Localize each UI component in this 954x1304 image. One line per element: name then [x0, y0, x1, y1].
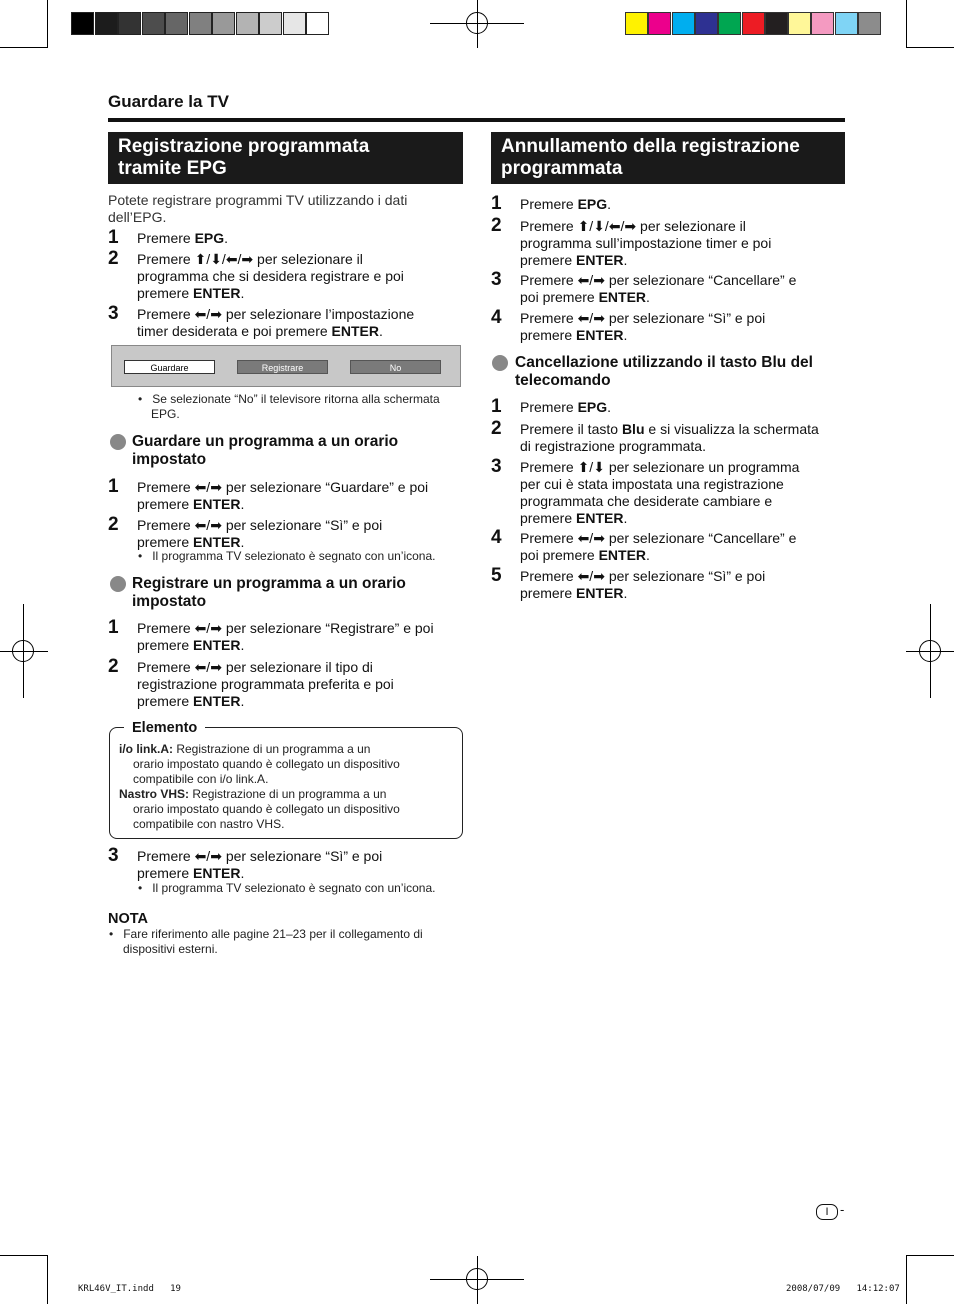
step-line: Premere ⬅/➡ per selezionare “Cancellare” e — [520, 272, 797, 288]
sub-heading — [132, 433, 398, 469]
step-number: 2 — [491, 418, 502, 439]
element-line: Nastro VHS: Registrazione di un programma a un — [119, 787, 387, 801]
step-number: 3 — [491, 456, 502, 477]
color-swatch — [788, 12, 811, 35]
step-line: Premere ⬅/➡ per selezionare “Cancellare” e — [520, 530, 797, 546]
step-text — [520, 530, 796, 564]
gray-swatch — [71, 12, 94, 35]
step-text — [137, 848, 382, 882]
step-text — [520, 218, 771, 269]
step-line: premere ENTER. — [137, 865, 245, 881]
gray-swatch — [142, 12, 165, 35]
step-line: Premere ⬅/➡ per selezionare “Guardare” e poi — [137, 479, 429, 495]
step-line: programmata che desiderate cambiare e — [520, 493, 773, 509]
step-line: premere ENTER. — [520, 252, 628, 268]
color-swatch — [742, 12, 765, 35]
step-number: 2 — [491, 215, 502, 236]
gray-swatch — [165, 12, 188, 35]
step-line: per cui è stata impostata una registrazione — [520, 476, 784, 492]
screen-note — [138, 392, 440, 422]
step-text — [520, 568, 765, 602]
gray-swatch — [189, 12, 212, 35]
step-line: Premere EPG. — [520, 196, 612, 212]
color-swatch — [835, 12, 858, 35]
step-number: 4 — [491, 527, 502, 548]
gray-swatch — [259, 12, 282, 35]
step-line: registrazione programmata preferita e poi — [137, 676, 394, 692]
registration-circle — [12, 640, 34, 662]
step-line: Premere ⬅/➡ per selezionare il tipo di — [137, 659, 373, 675]
screen-mockup — [111, 345, 461, 387]
sub-heading-line: Guardare un programma a un orario — [132, 433, 399, 450]
step-text — [137, 479, 428, 513]
crop-mark — [47, 1256, 48, 1304]
page-language-marker: I — [816, 1204, 838, 1220]
step-line: timer desiderata e poi premere ENTER. — [137, 323, 383, 339]
step-number: 1 — [491, 193, 502, 214]
step-number: 2 — [108, 248, 119, 269]
step-line: premere ENTER. — [137, 693, 245, 709]
left-header-line: tramite EPG — [118, 158, 227, 179]
step-line: premere ENTER. — [520, 585, 628, 601]
color-swatch — [811, 12, 834, 35]
sub-heading-line: impostato — [132, 593, 207, 610]
step-line: Premere ⬅/➡ per selezionare “Registrare” e poi — [137, 620, 434, 636]
sub-heading-line: impostato — [132, 451, 207, 468]
step-line: programma che si desidera registrare e poi — [137, 268, 404, 284]
color-swatch — [648, 12, 671, 35]
step-text — [520, 459, 799, 527]
step-number: 1 — [108, 617, 119, 638]
step-text — [137, 230, 228, 247]
registration-circle — [919, 640, 941, 662]
step3b-note: • Il programma TV selezionato è segnato con un’icona. — [138, 881, 436, 895]
step-line: Premere ⬆/⬇ per selezionare un programma — [520, 459, 800, 475]
element-line: orario impostato quando è collegato un dispositivo — [133, 802, 400, 816]
intro-text — [108, 192, 407, 226]
section-rule — [108, 118, 845, 122]
step-line: premere ENTER. — [137, 637, 245, 653]
step-line: poi premere ENTER. — [520, 289, 650, 305]
step-number: 5 — [491, 565, 502, 586]
step-number: 1 — [108, 227, 119, 248]
step-line: programma sull’impostazione timer e poi — [520, 235, 772, 251]
crop-mark — [906, 0, 907, 48]
sub-heading-line: Registrare un programma a un orario — [132, 575, 406, 592]
sub-heading-line: Cancellazione utilizzando il tasto Blu del — [515, 354, 813, 371]
crop-mark — [0, 1255, 48, 1256]
registration-circle — [466, 1268, 488, 1290]
bullet-line: dispositivi esterni. — [123, 942, 218, 956]
step-line: premere ENTER. — [520, 510, 628, 526]
step-line: Premere ⬅/➡ per selezionare “Sì” e poi — [137, 517, 383, 533]
page-marker-dash: - — [840, 1202, 845, 1217]
step-text — [137, 620, 434, 654]
registrare-button[interactable]: Registrare — [237, 360, 328, 374]
step-line: Premere EPG. — [137, 230, 229, 246]
gray-swatch — [306, 12, 329, 35]
step-line: premere ENTER. — [137, 496, 245, 512]
bullet-line: • Se selezionate “No” il televisore ritorna alla schermata — [138, 392, 440, 406]
step-number: 4 — [491, 307, 502, 328]
footer-timestamp: 2008/07/09 14:12:07 — [786, 1284, 900, 1294]
gray-swatch — [95, 12, 118, 35]
step-text — [137, 251, 404, 302]
bullet-dot-icon — [110, 434, 126, 450]
element-box-title: Elemento — [124, 720, 205, 736]
nota-text — [109, 927, 423, 957]
step-number: 1 — [491, 396, 502, 417]
color-swatch — [695, 12, 718, 35]
bullet-dot-icon — [110, 576, 126, 592]
nota-title: NOTA — [108, 911, 149, 927]
color-swatch — [858, 12, 881, 35]
step-line: Premere ⬅/➡ per selezionare l’impostazione — [137, 306, 415, 322]
step-line: Premere ⬅/➡ per selezionare “Sì” e poi — [520, 568, 766, 584]
color-swatch — [625, 12, 648, 35]
crop-mark — [0, 47, 48, 48]
step-line: Premere ⬅/➡ per selezionare “Sì” e poi — [137, 848, 383, 864]
element-line: compatibile con i/o link.A. — [133, 772, 269, 786]
intro-line: Potete registrare programmi TV utilizzando i dati — [108, 192, 408, 208]
step-line: di registrazione programmata. — [520, 438, 706, 454]
step-text — [520, 310, 765, 344]
color-swatch — [765, 12, 788, 35]
step-text — [520, 421, 819, 455]
bullet-dot-icon — [492, 355, 508, 371]
step-line: Premere il tasto Blu e si visualizza la schermata — [520, 421, 819, 437]
guardare-button[interactable]: Guardare — [124, 360, 215, 374]
sub-heading — [515, 354, 813, 390]
gray-swatch — [236, 12, 259, 35]
crop-mark — [906, 47, 954, 48]
step-number: 3 — [491, 269, 502, 290]
step-line: premere ENTER. — [520, 327, 628, 343]
element-line: orario impostato quando è collegato un dispositivo — [133, 757, 400, 771]
color-swatch — [672, 12, 695, 35]
step-line: premere ENTER. — [137, 534, 245, 550]
crop-mark — [47, 0, 48, 48]
step-text — [520, 196, 611, 213]
step-line: premere ENTER. — [137, 285, 245, 301]
right-header-line: programmata — [501, 158, 623, 179]
step-text — [520, 399, 611, 416]
step-text — [137, 659, 394, 710]
bullet-line: EPG. — [151, 407, 180, 421]
color-swatch — [718, 12, 741, 35]
crop-mark — [906, 1255, 954, 1256]
section-title: Guardare la TV — [108, 92, 229, 111]
element-box-text — [119, 742, 400, 832]
step-line: poi premere ENTER. — [520, 547, 650, 563]
sub-heading-line: telecomando — [515, 372, 611, 389]
step-number: 2 — [108, 514, 119, 535]
intro-line: dell’EPG. — [108, 209, 167, 225]
step-number: 1 — [108, 476, 119, 497]
step-line: Premere EPG. — [520, 399, 612, 415]
step-text — [137, 517, 382, 551]
sub1-note: • Il programma TV selezionato è segnato con un’icona. — [138, 549, 436, 563]
gray-swatch — [283, 12, 306, 35]
bullet-line: • Fare riferimento alle pagine 21–23 per il collegamento di — [109, 927, 423, 941]
left-header — [108, 132, 463, 184]
left-header-line: Registrazione programmata — [118, 136, 370, 157]
crop-mark — [906, 1256, 907, 1304]
gray-swatch — [212, 12, 235, 35]
footer-file-info: KRL46V_IT.indd 19 — [78, 1284, 181, 1294]
step-text — [520, 272, 796, 306]
element-line: i/o link.A: Registrazione di un programma a un — [119, 742, 371, 756]
right-header-line: Annullamento della registrazione — [501, 136, 800, 157]
right-header — [491, 132, 845, 184]
gray-swatch — [118, 12, 141, 35]
sub-heading — [132, 575, 406, 611]
step-text — [137, 306, 414, 340]
step-line: Premere ⬆/⬇/⬅/➡ per selezionare il — [520, 218, 746, 234]
step-number: 3 — [108, 303, 119, 324]
step-number: 2 — [108, 656, 119, 677]
step-number: 3 — [108, 845, 119, 866]
no-button[interactable]: No — [350, 360, 441, 374]
element-line: compatibile con nastro VHS. — [133, 817, 285, 831]
step-line: Premere ⬅/➡ per selezionare “Sì” e poi — [520, 310, 766, 326]
registration-circle — [466, 12, 488, 34]
step-line: Premere ⬆/⬇/⬅/➡ per selezionare il — [137, 251, 363, 267]
